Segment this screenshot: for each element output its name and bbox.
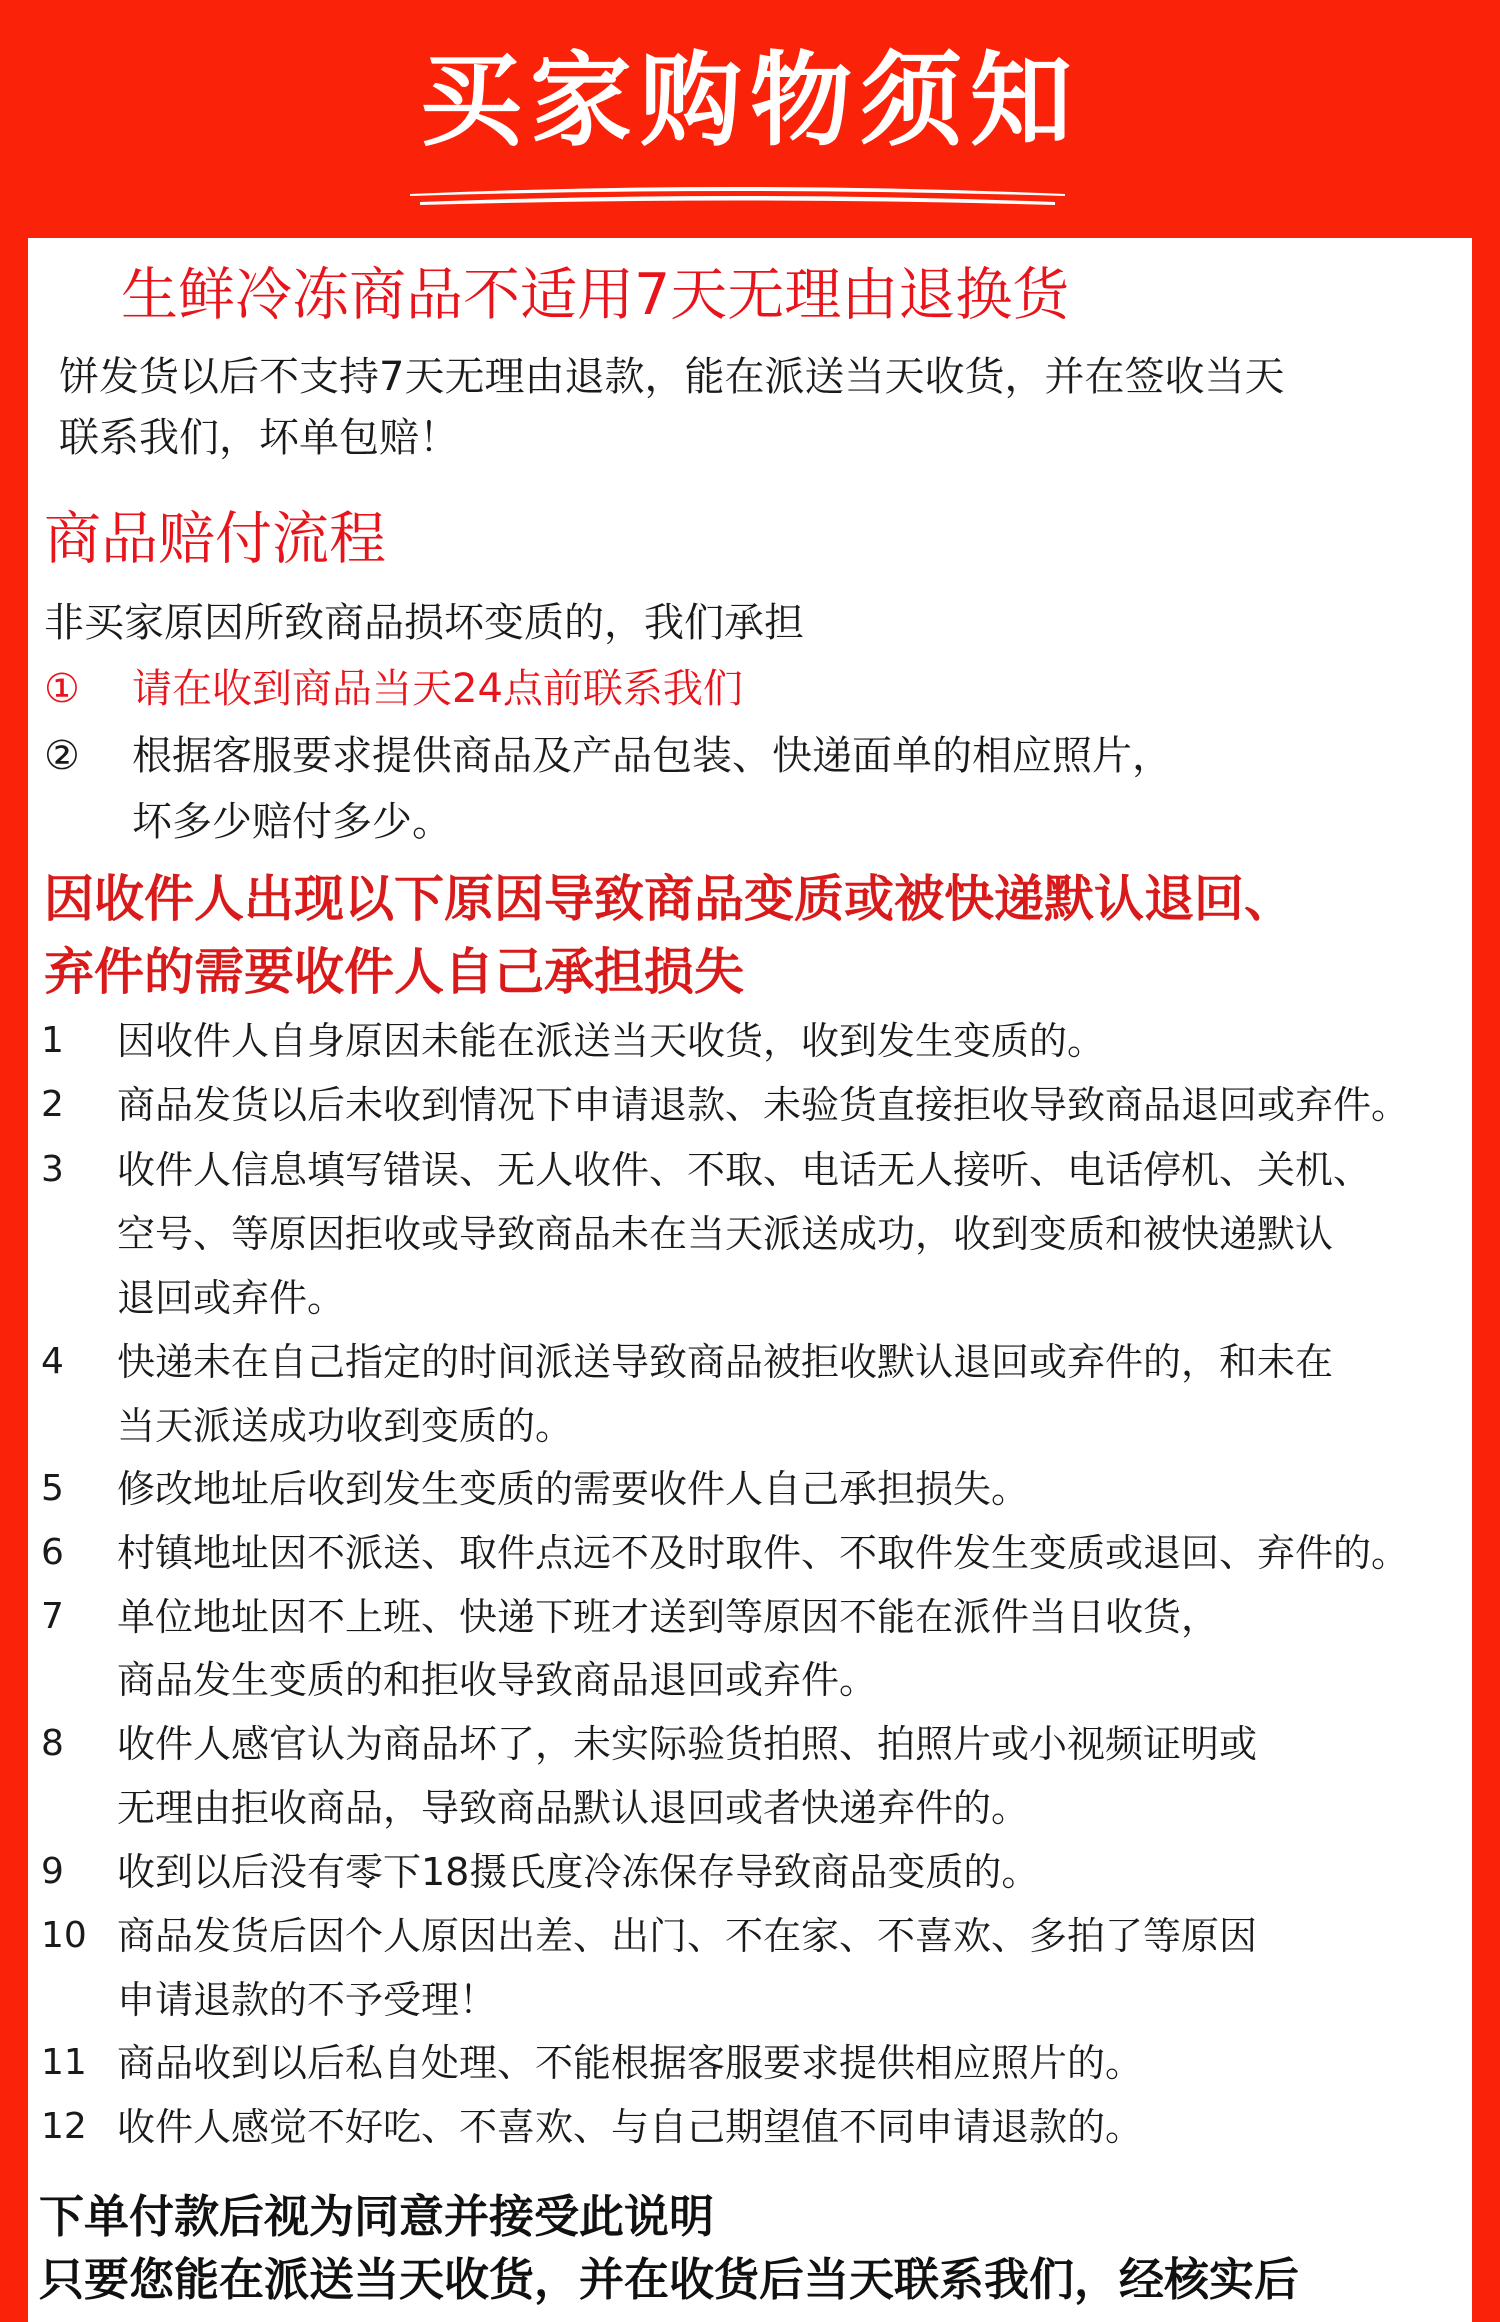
section2-intro: 非买家原因所致商品损坏变质的，我们承担 — [44, 600, 804, 646]
list-item: 修改地址后收到发生变质的需要收件人自己承担损失。 — [117, 1467, 1030, 1511]
section2-heading: 商品赔付流程 — [44, 506, 386, 572]
list-item-number: 11 — [41, 2042, 87, 2083]
footer-line1: 下单付款后视为同意并接受此说明 — [39, 2190, 715, 2243]
list-item-number: 10 — [41, 1915, 87, 1956]
list-item-number: 9 — [41, 1851, 64, 1892]
footer-line2: 只要您能在派送当天收货，并在收货后当天联系我们，经核实后 — [39, 2253, 1300, 2306]
section1-heading: 生鲜冷冻商品不适用7天无理由退换货 — [121, 262, 1070, 328]
step2-continued: 坏多少赔付多少。 — [132, 799, 452, 845]
step1-text: 请在收到商品当天24点前联系我们 — [132, 666, 743, 712]
list-item-number: 4 — [41, 1341, 64, 1382]
list-item-number: 7 — [41, 1596, 64, 1637]
list-item: 快递未在自己指定的时间派送导致商品被拒收默认退回或弃件的，和未在 — [117, 1340, 1334, 1384]
list-item: 因收件人自身原因未能在派送当天收货，收到发生变质的。 — [117, 1019, 1106, 1063]
notice-panel — [28, 238, 1472, 2322]
list-item: 商品发货以后未收到情况下申请退款、未验货直接拒收导致商品退回或弃件。 — [117, 1083, 1410, 1127]
step2-text: 根据客服要求提供商品及产品包装、快递面单的相应照片， — [132, 733, 1172, 779]
list-item-number: 6 — [41, 1532, 64, 1573]
page-title: 买家购物须知 — [420, 42, 1080, 161]
list-item-continued: 空号、等原因拒收或导致商品未在当天派送成功，收到变质和被快递默认 — [117, 1212, 1334, 1256]
list-item-number: 8 — [41, 1723, 64, 1764]
list-item-continued: 当天派送成功收到变质的。 — [117, 1404, 574, 1448]
section3-heading-line2: 弃件的需要收件人自己承担损失 — [44, 943, 744, 1001]
title-underline-decoration — [410, 184, 1065, 212]
list-item-number: 12 — [41, 2106, 87, 2147]
list-item: 收件人信息填写错误、无人收件、不取、电话无人接听、电话停机、关机、 — [117, 1148, 1372, 1192]
header-banner — [0, 0, 1500, 240]
list-item: 收到以后没有零下18摄氏度冷冻保存导致商品变质的。 — [117, 1850, 1040, 1894]
section1-line2: 联系我们，坏单包赔！ — [59, 415, 459, 461]
list-item-continued: 无理由拒收商品，导致商品默认退回或者快递弃件的。 — [117, 1786, 1030, 1830]
list-item-number: 3 — [41, 1149, 64, 1190]
list-item-number: 1 — [41, 1020, 64, 1061]
list-item-number: 5 — [41, 1468, 64, 1509]
list-item: 收件人感觉不好吃、不喜欢、与自己期望值不同申请退款的。 — [117, 2105, 1144, 2149]
list-item: 商品收到以后私自处理、不能根据客服要求提供相应照片的。 — [117, 2041, 1144, 2085]
list-item-continued: 商品发生变质的和拒收导致商品退回或弃件。 — [117, 1658, 878, 1702]
step1-marker: ① — [44, 666, 80, 712]
section1-line1: 饼发货以后不支持7天无理由退款，能在派送当天收货，并在签收当天 — [59, 354, 1285, 400]
list-item: 村镇地址因不派送、取件点远不及时取件、不取件发生变质或退回、弃件的。 — [117, 1531, 1410, 1575]
list-item: 单位地址因不上班、快递下班才送到等原因不能在派件当日收货， — [117, 1595, 1220, 1639]
list-item-continued: 申请退款的不予受理！ — [117, 1978, 498, 2022]
list-item: 商品发货后因个人原因出差、出门、不在家、不喜欢、多拍了等原因 — [117, 1914, 1258, 1958]
list-item-number: 2 — [41, 1084, 64, 1125]
list-item: 收件人感官认为商品坏了，未实际验货拍照、拍照片或小视频证明或 — [117, 1722, 1258, 1766]
step2-marker: ② — [44, 733, 80, 779]
list-item-continued: 退回或弃件。 — [117, 1276, 346, 1320]
section3-heading-line1: 因收件人出现以下原因导致商品变质或被快递默认退回、 — [44, 870, 1294, 928]
